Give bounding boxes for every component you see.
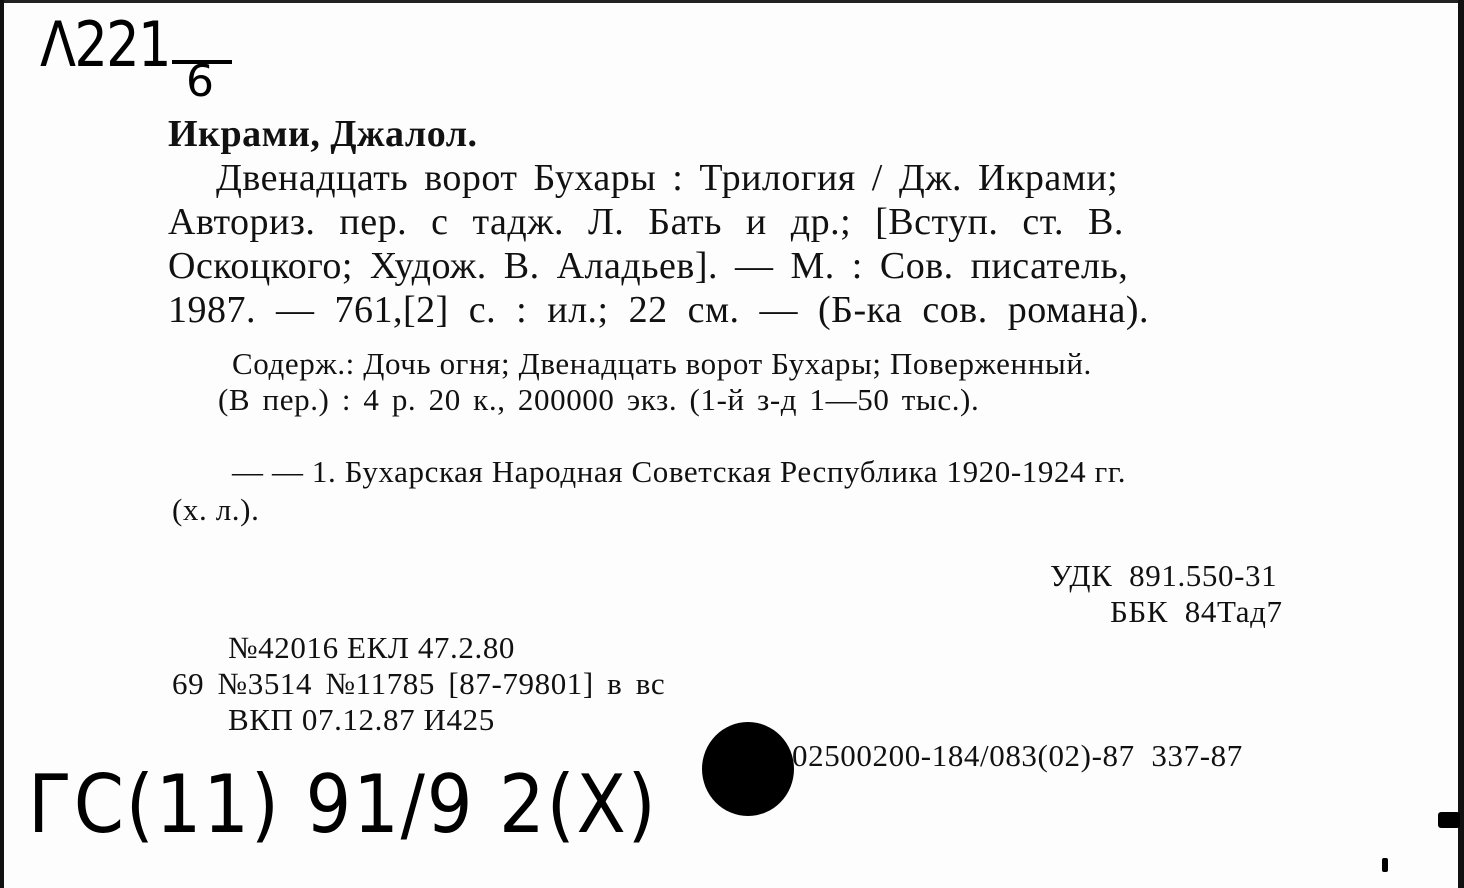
description-line-1: Двенадцать ворот Бухары : Трилогия / Дж. Икрами; [216, 157, 1119, 199]
production-line-3: ВКП 07.12.87 И425 [228, 702, 495, 737]
handwritten-note: ГС(11) 91/9 2(Х) [28, 758, 658, 851]
shelfmark-sub: 6 [186, 56, 214, 107]
bbk-code: ББК 84Тад7 [1110, 594, 1283, 629]
subject-line-2: (х. л.). [172, 492, 260, 527]
contents-line-1: Содерж.: Дочь огня; Двенадцать ворот Бухары; Поверженный. [232, 346, 1092, 381]
card-right-edge [1458, 0, 1464, 888]
contents-line-2: (В пер.) : 4 р. 20 к., 200000 экз. (1-й з-д 1—50 тыс.). [218, 382, 980, 417]
edge-mark-small [1382, 858, 1388, 872]
description-line-2: Авториз. пер. с тадж. Л. Бать и др.; [Вступ. ст. В. [168, 201, 1124, 243]
production-line-2: 69 №3514 №11785 [87-79801] в вс [172, 666, 666, 701]
subject-line-1: — — 1. Бухарская Народная Советская Республика 1920-1924 гг. [232, 454, 1127, 489]
description-line-4: 1987. — 761,[2] с. : ил.; 22 см. — (Б-ка сов. романа). [168, 289, 1149, 331]
punch-hole [702, 722, 794, 816]
edge-mark [1438, 812, 1460, 828]
card-left-edge [0, 0, 4, 888]
production-line-1: №42016 ЕКЛ 47.2.80 [228, 630, 516, 665]
catalog-number: 02500200-184/083(02)-87 337-87 [792, 738, 1243, 773]
description-line-3: Оскоцкого; Худож. В. Аладьев]. — М. : Сов. писатель, [168, 245, 1129, 287]
udk-code: УДК 891.550-31 [1050, 558, 1278, 593]
card-top-edge [0, 0, 1464, 3]
shelfmark-main: Λ221 [40, 8, 170, 81]
author-heading: Икрами, Джалол. [168, 113, 478, 155]
